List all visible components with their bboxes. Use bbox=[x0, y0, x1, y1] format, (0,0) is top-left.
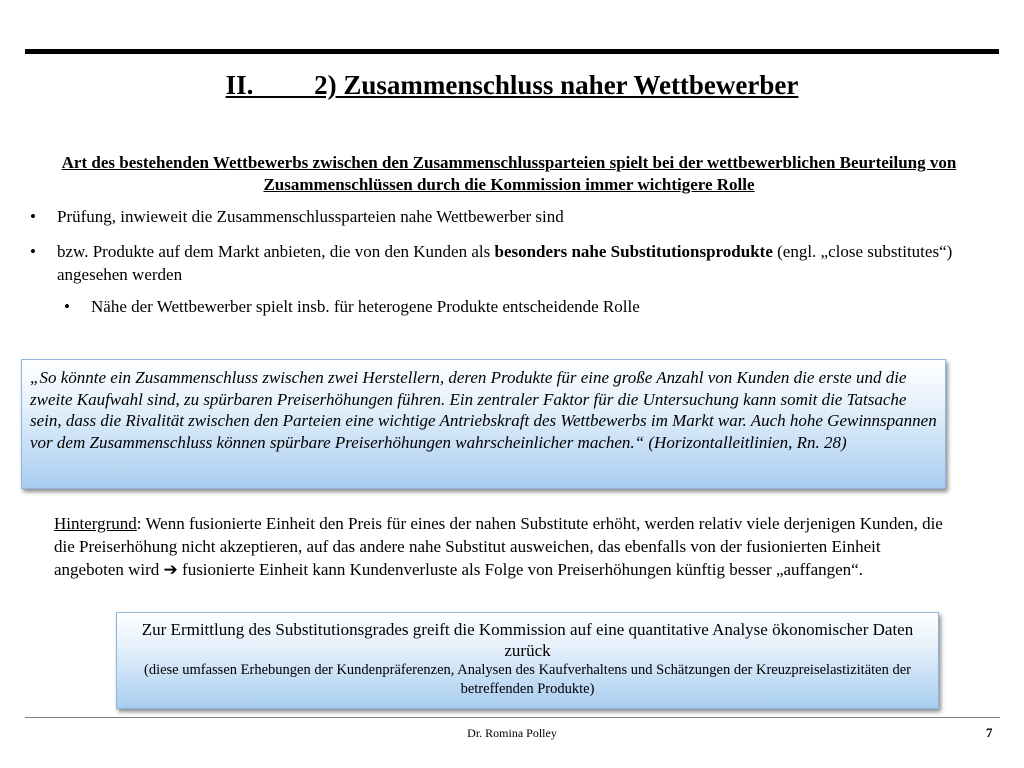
bullet-text: Prüfung, inwieweit die Zusammenschlussparteien nahe Wettbewerber sind bbox=[57, 207, 564, 226]
bullet-text-part: bzw. Produkte auf dem Markt anbieten, die von den Kunden als bbox=[57, 242, 495, 261]
bullet-item-1 bbox=[30, 205, 970, 228]
bullet-text bbox=[57, 240, 970, 286]
slide-title: II. 2) Zusammenschluss naher Wettbewerber bbox=[225, 70, 799, 100]
background-text-continued: fusionierte Einheit kann Kundenverluste als Folge von Preiserhöhungen künftig besser „auffangen“. bbox=[177, 560, 863, 579]
conclusion-main-text: Zur Ermittlung des Substitutionsgrades greift die Kommission auf eine quantitative Analyse ökonomischer Daten zurück bbox=[141, 620, 914, 660]
intro-statement: Art des bestehenden Wettbewerbs zwischen den Zusammenschlussparteien spielt bei der wettbewerblichen Beurteilung von Zusammenschlüssen durch die Kommission immer wichtigere Rolle bbox=[61, 153, 957, 194]
conclusion-sub-text: (diese umfassen Erhebungen der Kundenpräferenzen, Analysen des Kaufverhaltens und Schätzungen der Kreuzpreiselastizitäten der betreffenden Produkte) bbox=[144, 662, 911, 697]
bullet-dot-icon: • bbox=[30, 207, 36, 226]
bullet-text-part: (engl. „close substitutes“) angesehen werden bbox=[57, 242, 953, 284]
background-paragraph bbox=[54, 512, 954, 581]
conclusion-box bbox=[116, 612, 939, 709]
page-number: 7 bbox=[986, 725, 993, 740]
footer-divider bbox=[25, 717, 1000, 718]
bullet-text: Nähe der Wettbewerber spielt insb. für heterogene Produkte entscheidende Rolle bbox=[91, 297, 640, 316]
bullet-item-3 bbox=[64, 295, 964, 318]
background-text: : Wenn fusionierte Einheit den Preis für eines der nahen Substitute erhöht, werden relativ viele derjenigen Kunden, die die Preiserhöhung nicht akzeptieren, auf das andere nahe Substitut ausweichen, das ebenfalls von der fusionierten Einheit angeboten wird bbox=[54, 514, 943, 579]
bullet-dot-icon: • bbox=[64, 297, 70, 316]
top-divider bbox=[25, 49, 999, 54]
footer-author: Dr. Romina Polley bbox=[467, 726, 557, 740]
bullet-dot-icon: • bbox=[30, 242, 36, 261]
guideline-quote-box: „So könnte ein Zusammenschluss zwischen zwei Herstellern, deren Produkte für eine große Anzahl von Kunden die erste und die zweite Kaufwahl sind, zu spürbaren Preiserhöhungen führen. Ein zentraler Faktor für die Untersuchung kann somit die Tatsache sein, dass die Rivalität zwischen den Parteien eine wichtige Antriebskraft des Wettbewerbs im Markt war. Auch hohe Gewinnspannen vor dem Zusammenschluss können spürbare Preiserhöhungen wahrscheinlicher machen.“ (Horizontalleitlinien, Rn. 28) bbox=[21, 359, 946, 489]
background-label: Hintergrund bbox=[54, 514, 137, 533]
bullet-item-2 bbox=[30, 240, 970, 286]
right-arrow-icon: ➔ bbox=[163, 560, 178, 579]
bullet-text-bold: besonders nahe Substitutionsprodukte bbox=[494, 242, 773, 261]
